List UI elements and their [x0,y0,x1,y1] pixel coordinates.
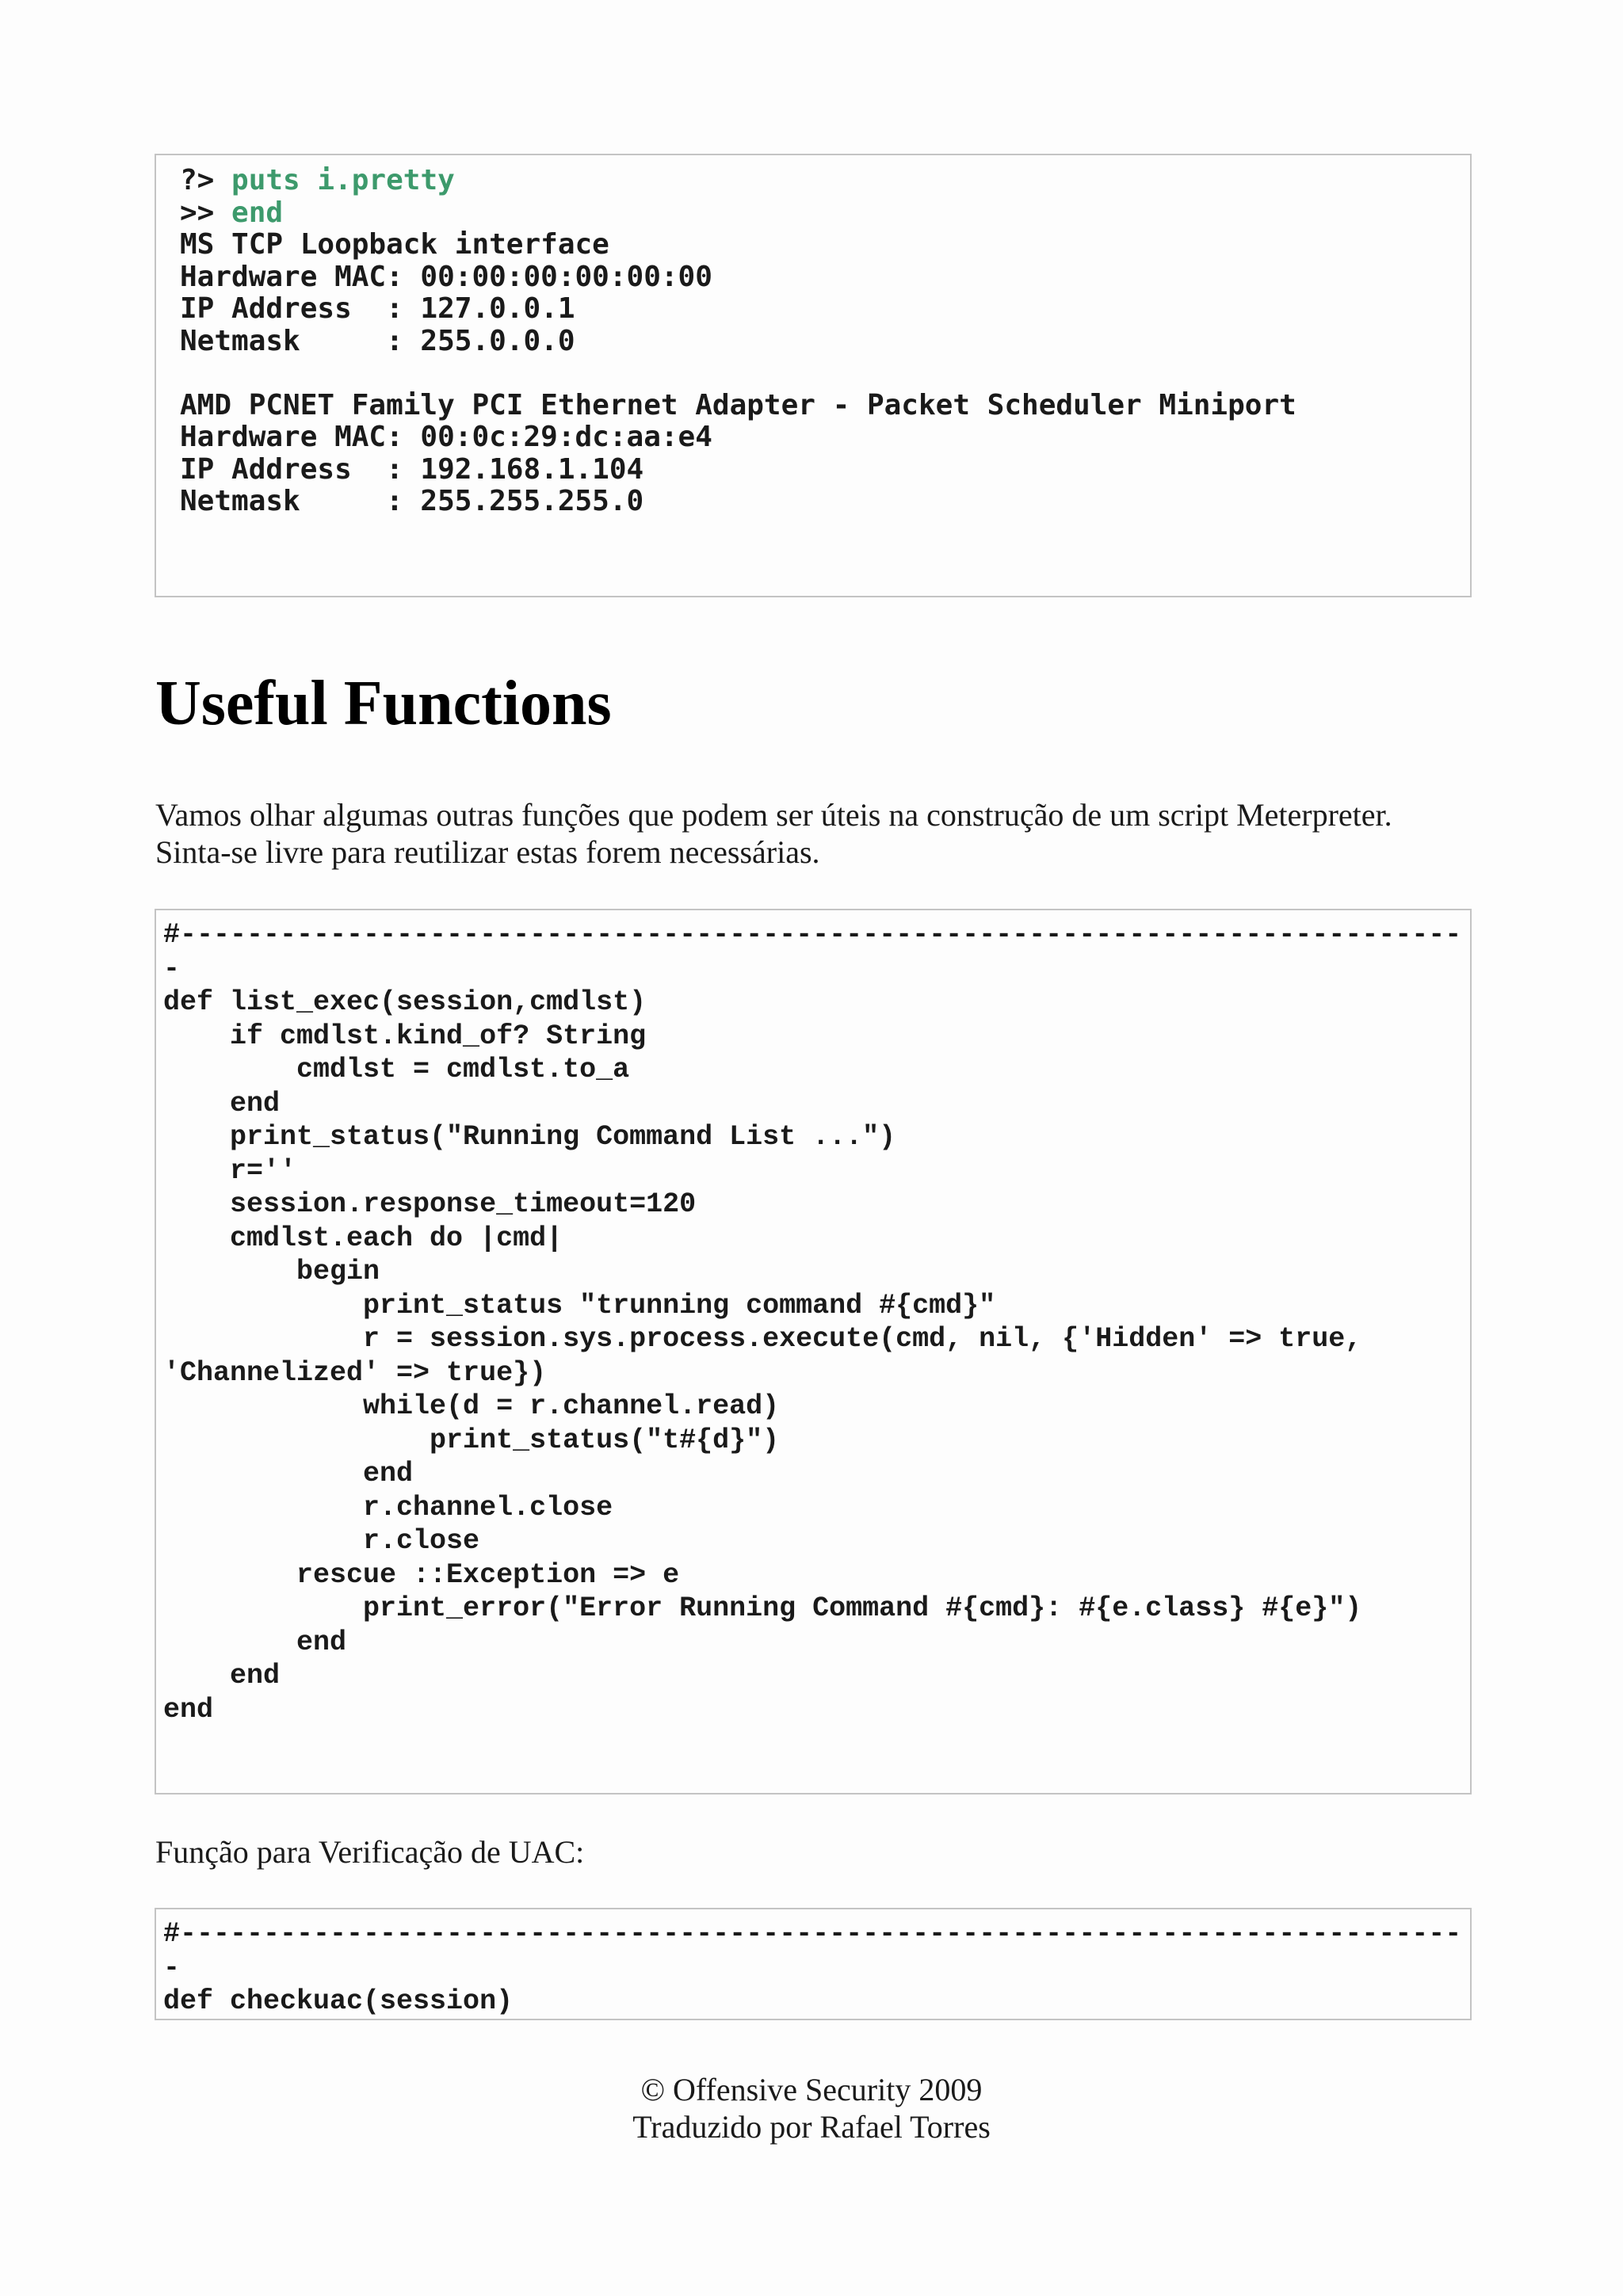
footer-translator: Traduzido por Rafael Torres [632,2109,991,2145]
console-line [180,165,1470,197]
console-output-line: IP Address : 127.0.0.1 [180,292,575,325]
console-prompt: >> [180,196,232,229]
console-output-line: MS TCP Loopback interface [180,228,609,261]
code-line: session.response_timeout=120 [163,1188,697,1220]
console-output-line: Netmask : 255.255.255.0 [180,485,644,517]
console-output-line: IP Address : 192.168.1.104 [180,452,644,486]
code-line: cmdlst.each do |cmd| [163,1222,563,1254]
code-line: end [163,1693,214,1726]
code-line: r = session.sys.process.execute(cmd, nil, {'Hidden' => true, [163,1323,1362,1355]
console-output-box [155,154,1472,597]
console-output-line: AMD PCNET Family PCI Ethernet Adapter - Packet Scheduler Miniport [180,388,1296,421]
console-prompt: ?> [180,164,232,196]
code-line: r.channel.close [163,1491,613,1524]
code-line: while(d = r.channel.read) [163,1390,780,1422]
code-line: - [163,952,181,985]
uac-function-label: Função para Verificação de UAC: [155,1834,585,1870]
code-line: - [163,1951,181,1984]
code-line: #----------------------------------------------------------------------------- [163,919,1462,951]
console-command: end [231,196,284,229]
code-line: #----------------------------------------------------------------------------- [163,1918,1462,1950]
code-line: if cmdlst.kind_of? String [163,1020,647,1052]
section-heading: Useful Functions [155,669,612,738]
code-line: print_error("Error Running Command #{cmd}: #{e.class} #{e}") [163,1592,1362,1624]
code-block-list-exec [155,909,1472,1794]
intro-paragraph [155,796,1503,871]
code-line: cmdlst = cmdlst.to_a [163,1054,630,1085]
code-line: r.close [163,1525,480,1557]
console-output-line: Hardware MAC: 00:0c:29:dc:aa:e4 [180,421,712,453]
console-output-line: Hardware MAC: 00:00:00:00:00:00 [180,260,712,293]
code-block-checkuac [155,1908,1472,2020]
code-line: print_status("Running Command List ...") [163,1121,896,1153]
code-line: def checkuac(session) [163,1985,514,2017]
code-line: r='' [163,1154,297,1187]
code-line: print_status("t#{d}") [163,1424,780,1456]
footer-copyright: © Offensive Security 2009 [640,2072,983,2107]
code-line: end [163,1087,281,1119]
console-output-line [180,357,1470,390]
code-line: end [163,1660,281,1691]
code-line: end [163,1626,347,1658]
intro-line: Sinta-se livre para reutilizar estas forem necessárias. [155,834,820,870]
code-line: rescue ::Exception => e [163,1558,680,1591]
code-line: end [163,1458,414,1489]
code-line: print_status "trunning command #{cmd}" [163,1289,996,1322]
code-line: begin [163,1256,380,1287]
code-line: def list_exec(session,cmdlst) [163,986,647,1018]
code-line: 'Channelized' => true}) [163,1356,547,1389]
intro-line: Vamos olhar algumas outras funções que podem ser úteis na construção de um script Meterpreter. [155,797,1392,833]
console-command: puts i.pretty [231,164,455,196]
console-output-line: Netmask : 255.0.0.0 [180,324,575,357]
console-line [180,197,1470,230]
